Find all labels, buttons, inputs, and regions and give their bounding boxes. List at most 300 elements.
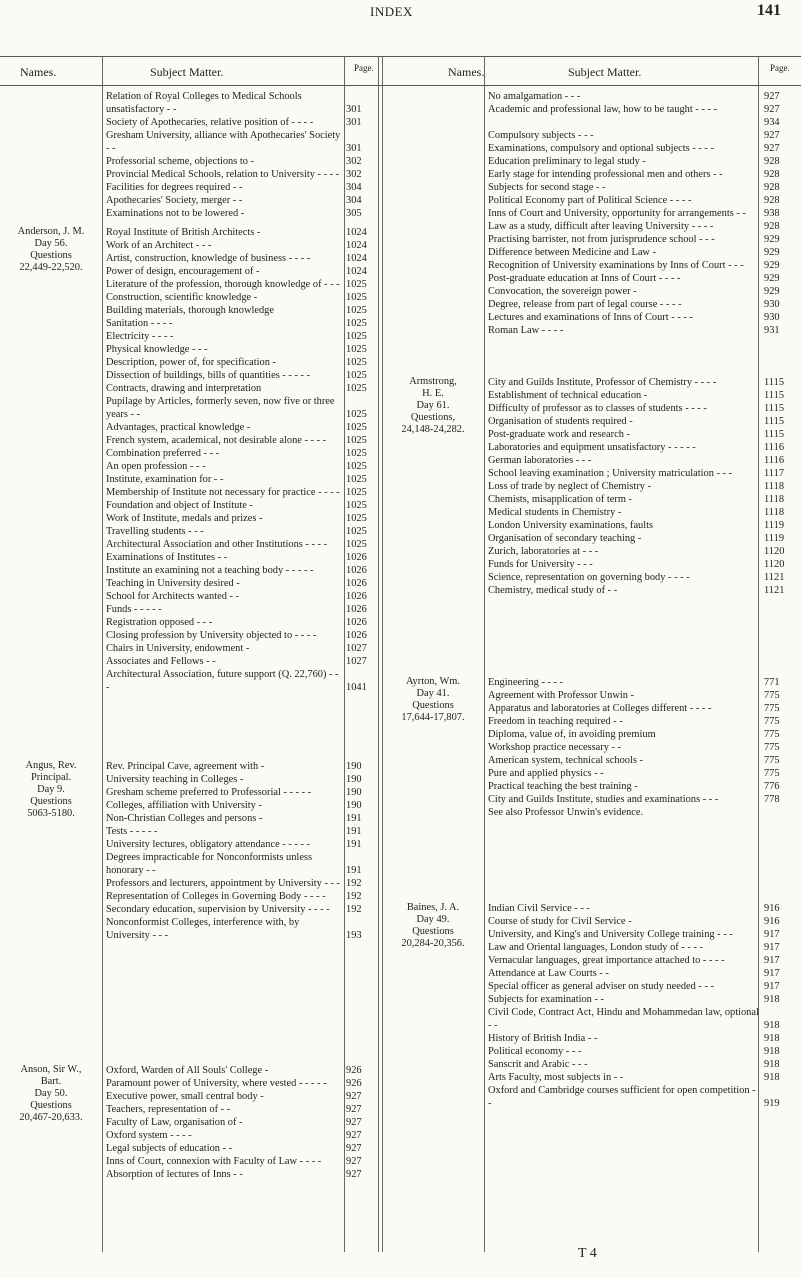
index-entry [106,564,376,577]
index-entry [488,142,794,155]
entry-page: 775 [764,690,780,701]
entry-subject: Work of Institute, medals and prizes - [106,513,263,524]
entry-subject: Executive power, small central body - [106,1091,264,1102]
entry-subject: Colleges, affiliation with University - [106,800,262,811]
names-header-right: Names. [448,65,485,79]
entry-page: 918 [764,994,780,1005]
entry-page: 1025 [346,292,367,303]
index-entry [106,890,376,903]
index-entry [106,421,376,434]
entry-subject: Institute, examination for - - [106,474,224,485]
index-entry [106,486,376,499]
entry-page: 1025 [346,344,367,355]
entry-subject: Foundation and object of Institute - [106,500,253,511]
entry-subject: Building materials, thorough knowledge [106,305,274,316]
entry-subject: Practising barrister, not from jurisprudence school - - - [488,234,715,245]
index-entry [106,1116,376,1129]
witness-name: Anson, Sir W., Bart. Day 50. Questions 20,467-20,633. [19,1064,83,1123]
entry-subject: Loss of trade by neglect of Chemistry - [488,481,652,492]
index-entry [488,181,794,194]
entry-page: 1025 [346,461,367,472]
entry-page: 927 [346,1091,362,1102]
entry-page: 191 [346,813,362,824]
index-entry [488,233,794,246]
index-entry [488,116,794,129]
index-entry [106,194,376,207]
index-entry [106,1168,376,1181]
entry-subject: School for Architects wanted - - [106,591,240,602]
subject-header: Subject Matter. [150,65,224,79]
index-entry [106,616,376,629]
signature-mark: T 4 [578,1246,597,1261]
index-entry [106,773,376,786]
entry-subject: Non-Christian Colleges and persons - [106,813,263,824]
entry-subject: Inns of Court and University, opportunity for arrangements - - [488,208,746,219]
entry-subject: Convocation, the sovereign power - [488,286,637,297]
index-entry [488,941,794,954]
entry-subject: Power of design, encouragement of - [106,266,260,277]
index-entry [488,506,794,519]
index-entry [488,1045,794,1058]
entry-subject: Law as a study, difficult after leaving University - - - - [488,221,714,232]
entry-page: 1025 [346,487,367,498]
entry-subject: Chairs in University, endowment - [106,643,250,654]
entry-page: 1118 [764,494,785,505]
entry-page: 771 [764,677,780,688]
index-entry [488,272,794,285]
entry-subject: Law and Oriental languages, London study of - - - - [488,942,703,953]
witness-name: Baines, J. A. Day 49. Questions 20,284-20,356. [401,902,465,949]
entry-page: 1115 [764,390,785,401]
entry-page: 919 [764,1098,780,1109]
entry-page: 918 [764,1033,780,1044]
entry-subject: Examinations, compulsory and optional subjects - - - - [488,143,714,154]
entry-subject: Work of an Architect - - - [106,240,212,251]
index-entry [488,311,794,324]
entry-page: 1121 [764,585,785,596]
entry-subject: Engineering - - - - [488,677,564,688]
index-entry [106,825,376,838]
entry-page: 929 [764,286,780,297]
entry-subject: Recognition of University examinations by Inns of Court - - - [488,260,744,271]
entry-subject: Chemists, misapplication of term - [488,494,633,505]
index-entry [488,129,794,142]
entry-subject: Political Economy part of Political Science - - - - [488,195,692,206]
entry-subject: Professors and lecturers, appointment by University - - - [106,878,341,889]
entry-page: 1025 [346,370,367,381]
entry-page: 1024 [346,227,367,238]
index-entry [488,168,794,181]
names-header: Names. [20,65,57,79]
entry-page: 1025 [346,422,367,433]
entry-subject: French system, academical, not desirable alone - - - - [106,435,327,446]
index-entry [488,915,794,928]
entry-block [106,226,376,694]
index-entry [106,629,376,642]
entry-page: 927 [346,1130,362,1141]
index-entry [106,760,376,773]
entry-page: 1115 [764,377,785,388]
entry-page: 190 [346,800,362,811]
entry-page: 916 [764,916,780,927]
entry-subject: Diploma, value of, in avoiding premium [488,729,656,740]
index-entry [488,194,794,207]
index-entry [106,538,376,551]
index-entry [488,676,794,689]
index-entry [488,754,794,767]
index-entry [488,584,794,597]
index-entry [488,767,794,780]
entry-subject: Teaching in University desired - [106,578,240,589]
entry-subject: Registration opposed - - - [106,617,213,628]
entry-page: 1119 [764,533,785,544]
entry-subject: History of British India - - [488,1033,598,1044]
index-entry [488,428,794,441]
entry-page: 918 [764,1046,780,1057]
entry-subject: Examinations not to be lowered - [106,208,245,219]
divider [378,56,379,1252]
entry-subject: Closing profession by University objected to - - - - [106,630,317,641]
entry-subject: London University examinations, faults [488,520,654,531]
entry-subject: Gresham scheme preferred to Professorial - - - - - [106,787,312,798]
entry-page: 190 [346,787,362,798]
entry-page: 1121 [764,572,785,583]
entry-subject: Indian Civil Service - - - [488,903,590,914]
entry-subject: Workshop practice necessary - - [488,742,622,753]
entry-subject: Faculty of Law, organisation of - [106,1117,243,1128]
index-entry [488,1058,794,1071]
entry-subject: University teaching in Colleges - [106,774,244,785]
entry-page: 1115 [764,403,785,414]
entry-page: 192 [346,891,362,902]
index-entry [488,928,794,941]
entry-subject: Attendance at Law Courts - - [488,968,609,979]
index-entry [106,252,376,265]
entry-page: 1118 [764,481,785,492]
entry-subject: Special officer as general adviser on study needed - - - [488,981,715,992]
entry-subject: An open profession - - - [106,461,206,472]
entry-page: 927 [764,130,780,141]
index-entry [488,1032,794,1045]
index-entry [106,460,376,473]
entry-subject: Sanitation - - - - [106,318,173,329]
entry-subject: German laboratories - - - [488,455,592,466]
entry-subject: Difficulty of professor as to classes of students - - - - [488,403,707,414]
entry-subject: City and Guilds Institute, Professor of Chemistry - - - - [488,377,717,388]
entry-subject: Zurich, laboratories at - - - [488,546,599,557]
entry-page: 929 [764,247,780,258]
index-entry [488,480,794,493]
entry-subject: Professorial scheme, objections to - [106,156,255,167]
entry-page: 190 [346,774,362,785]
entry-subject: Education preliminary to legal study - [488,156,646,167]
index-entry [488,902,794,915]
index-entry [106,129,376,155]
index-entry [488,558,794,571]
page-header-right: Page. [770,63,790,73]
entry-subject: Gresham University, alliance with Apothecaries' Society - - [106,130,341,154]
entry-page: 926 [346,1078,362,1089]
entry-page: 302 [346,156,362,167]
index-entry [488,441,794,454]
entry-page: 1026 [346,617,367,628]
witness-name: Angus, Rev. Principal. Day 9. Questions 5063-5180. [25,760,77,819]
entry-subject: Legal subjects of education - - [106,1143,233,1154]
index-entry [488,1006,794,1032]
entry-page: 927 [346,1117,362,1128]
entry-subject: Society of Apothecaries, relative position of - - - - [106,117,314,128]
entry-subject: Description, power of, for specification - [106,357,276,368]
entry-subject: Literature of the profession, thorough knowledge of - - - [106,279,340,290]
entry-page: 304 [346,195,362,206]
index-entry [488,285,794,298]
entry-subject: Chemistry, medical study of - - [488,585,618,596]
entry-block [488,376,794,597]
entry-page: 934 [764,117,780,128]
entry-page: 927 [764,104,780,115]
index-entry [488,103,794,116]
entry-page: 1025 [346,279,367,290]
entry-page: 1025 [346,539,367,550]
index-entry [488,689,794,702]
entry-page: 1120 [764,559,785,570]
entry-subject: Post-graduate work and research - [488,429,630,440]
entry-page: 1025 [346,331,367,342]
entry-subject: Facilities for degrees required - - [106,182,243,193]
index-entry [488,207,794,220]
index-entry [106,343,376,356]
entry-subject: Practical teaching the best training - [488,781,638,792]
index-entry [488,741,794,754]
entry-block [488,902,794,1110]
index-entry [106,551,376,564]
index-entry [488,389,794,402]
entry-subject: Lectures and examinations of Inns of Court - - - - [488,312,693,323]
entry-subject: Rev. Principal Cave, agreement with - [106,761,265,772]
index-entry [106,851,376,877]
index-entry [106,1155,376,1168]
index-entry [488,702,794,715]
entry-page: 301 [346,117,362,128]
entry-subject: Tests - - - - - [106,826,158,837]
entry-subject: Funds for University - - - [488,559,593,570]
entry-subject: City and Guilds Institute, studies and examinations - - - [488,794,719,805]
index-entry [488,967,794,980]
entry-page: 775 [764,716,780,727]
entry-page: 1025 [346,500,367,511]
index-entry [106,877,376,890]
entry-subject: Subjects for examination - - [488,994,604,1005]
entry-page: 1025 [346,409,367,420]
index-entry [488,1084,794,1110]
witness-name: Anderson, J. M. Day 56. Questions 22,449-22,520. [17,226,85,273]
index-entry [106,382,376,395]
index-entry [106,903,376,916]
entry-subject: Civil Code, Contract Act, Hindu and Mohammedan law, optional - - [488,1007,759,1031]
index-entry [106,1064,376,1077]
divider [102,56,103,1252]
index-entry [488,415,794,428]
entry-page: 1024 [346,266,367,277]
index-entry [488,493,794,506]
entry-page: 1025 [346,513,367,524]
entry-page: 775 [764,729,780,740]
entry-subject: Political economy - - - [488,1046,582,1057]
entry-subject: Combination preferred - - - [106,448,220,459]
entry-subject: Vernacular languages, great importance attached to - - - - [488,955,725,966]
entry-page: 930 [764,312,780,323]
index-entry [488,90,794,103]
index-entry [106,916,376,942]
page-title: INDEX [370,4,413,19]
entry-subject: Architectural Association, future support (Q. 22,760) - - - [106,669,339,693]
entry-subject: Inns of Court, connexion with Faculty of Law - - - - [106,1156,322,1167]
column-header-row [0,56,801,86]
index-entry [488,545,794,558]
index-entry [488,246,794,259]
entry-subject: Organisation of students required - [488,416,633,427]
entry-page: 917 [764,968,780,979]
index-entry [488,954,794,967]
entry-page: 775 [764,768,780,779]
index-entry [488,728,794,741]
index-entry [488,259,794,272]
entry-subject: Apparatus and laboratories at Colleges different - - - - [488,703,712,714]
entry-page: 1025 [346,435,367,446]
index-entry [106,434,376,447]
entry-page: 191 [346,865,362,876]
entry-block [106,90,376,220]
entry-page: 1025 [346,474,367,485]
entry-page: 917 [764,929,780,940]
entry-page: 918 [764,1072,780,1083]
entry-subject: School leaving examination ; University matriculation - - - [488,468,733,479]
entry-page: 927 [764,143,780,154]
entry-subject: Difference between Medicine and Law - [488,247,656,258]
entry-page: 1026 [346,591,367,602]
entry-subject: Institute an examining not a teaching body - - - - - [106,565,314,576]
entry-page: 1025 [346,318,367,329]
index-entry [488,519,794,532]
entry-subject: Oxford, Warden of All Souls' College - [106,1065,269,1076]
entry-subject: Freedom in teaching required - - [488,716,623,727]
entry-subject: See also Professor Unwin's evidence. [488,807,644,818]
entry-page: 193 [346,930,362,941]
entry-subject: Representation of Colleges in Governing Body - - - - [106,891,326,902]
entry-page: 192 [346,878,362,889]
index-entry [488,715,794,728]
entry-page: 191 [346,826,362,837]
entry-block [106,1064,376,1181]
entry-page: 928 [764,156,780,167]
entry-page: 1026 [346,565,367,576]
entry-page: 927 [346,1169,362,1180]
entry-page: 927 [764,91,780,102]
entry-page: 927 [346,1156,362,1167]
index-entry [106,90,376,116]
entry-subject: Dissection of buildings, bills of quantities - - - - - [106,370,311,381]
entry-page: 1025 [346,383,367,394]
entry-page: 927 [346,1143,362,1154]
index-entry [488,532,794,545]
entry-page: 191 [346,839,362,850]
entry-page: 1117 [764,468,785,479]
entry-page: 1024 [346,253,367,264]
entry-subject: Degree, release from part of legal course - - - - [488,299,682,310]
entry-page: 305 [346,208,362,219]
index-entry [106,226,376,239]
index-entry [488,298,794,311]
index-entry [488,980,794,993]
index-entry [488,467,794,480]
index-entry [106,655,376,668]
entry-page: 1116 [764,442,785,453]
entry-subject: Laboratories and equipment unsatisfactory - - - - - [488,442,696,453]
entry-subject: American system, technical schools - [488,755,643,766]
entry-subject: Roman Law - - - - [488,325,564,336]
witness-name: Armstrong, H. E. Day 61. Questions, 24,148-24,282. [401,376,465,435]
entry-subject: Oxford system - - - - [106,1130,192,1141]
index-entry [106,447,376,460]
entry-page: 1120 [764,546,785,557]
entry-page: 1027 [346,656,367,667]
entry-subject: Membership of Institute not necessary for practice - - - - [106,487,340,498]
page-number: 141 [757,2,781,19]
entry-page: 190 [346,761,362,772]
entry-page: 926 [346,1065,362,1076]
index-entry [488,780,794,793]
entry-subject: Electricity - - - - [106,331,174,342]
entry-page: 1115 [764,429,785,440]
index-entry [106,512,376,525]
entry-subject: Paramount power of University, where vested - - - - - [106,1078,327,1089]
index-entry [106,181,376,194]
entry-subject: Early stage for intending professional men and others - - [488,169,723,180]
divider [382,56,383,1252]
entry-subject: Secondary education, supervision by University - - - - [106,904,330,915]
entry-page: 776 [764,781,780,792]
subject-header-right: Subject Matter. [568,65,642,79]
entry-page: 192 [346,904,362,915]
index-entry [488,155,794,168]
entry-subject: Funds - - - - - [106,604,162,615]
index-entry [106,1077,376,1090]
entry-page: 1024 [346,240,367,251]
index-entry [106,1090,376,1103]
entry-page: 1119 [764,520,785,531]
entry-page: 1118 [764,507,785,518]
entry-subject: Advantages, practical knowledge - [106,422,251,433]
entry-subject: Contracts, drawing and interpretation [106,383,262,394]
index-entry [106,317,376,330]
entry-page: 929 [764,273,780,284]
entry-page: 929 [764,234,780,245]
index-entry [106,207,376,220]
entry-subject: Provincial Medical Schools, relation to University - - - - [106,169,340,180]
index-entry [106,278,376,291]
entry-subject: Associates and Fellows - - [106,656,216,667]
index-entry [106,838,376,851]
index-entry [106,799,376,812]
entry-subject: Apothecaries' Society, merger - - [106,195,243,206]
entry-page: 301 [346,143,362,154]
entry-page: 928 [764,195,780,206]
entry-page: 778 [764,794,780,805]
index-entry [106,395,376,421]
index-entry [488,402,794,415]
entry-page: 1116 [764,455,785,466]
index-entry [106,668,376,694]
